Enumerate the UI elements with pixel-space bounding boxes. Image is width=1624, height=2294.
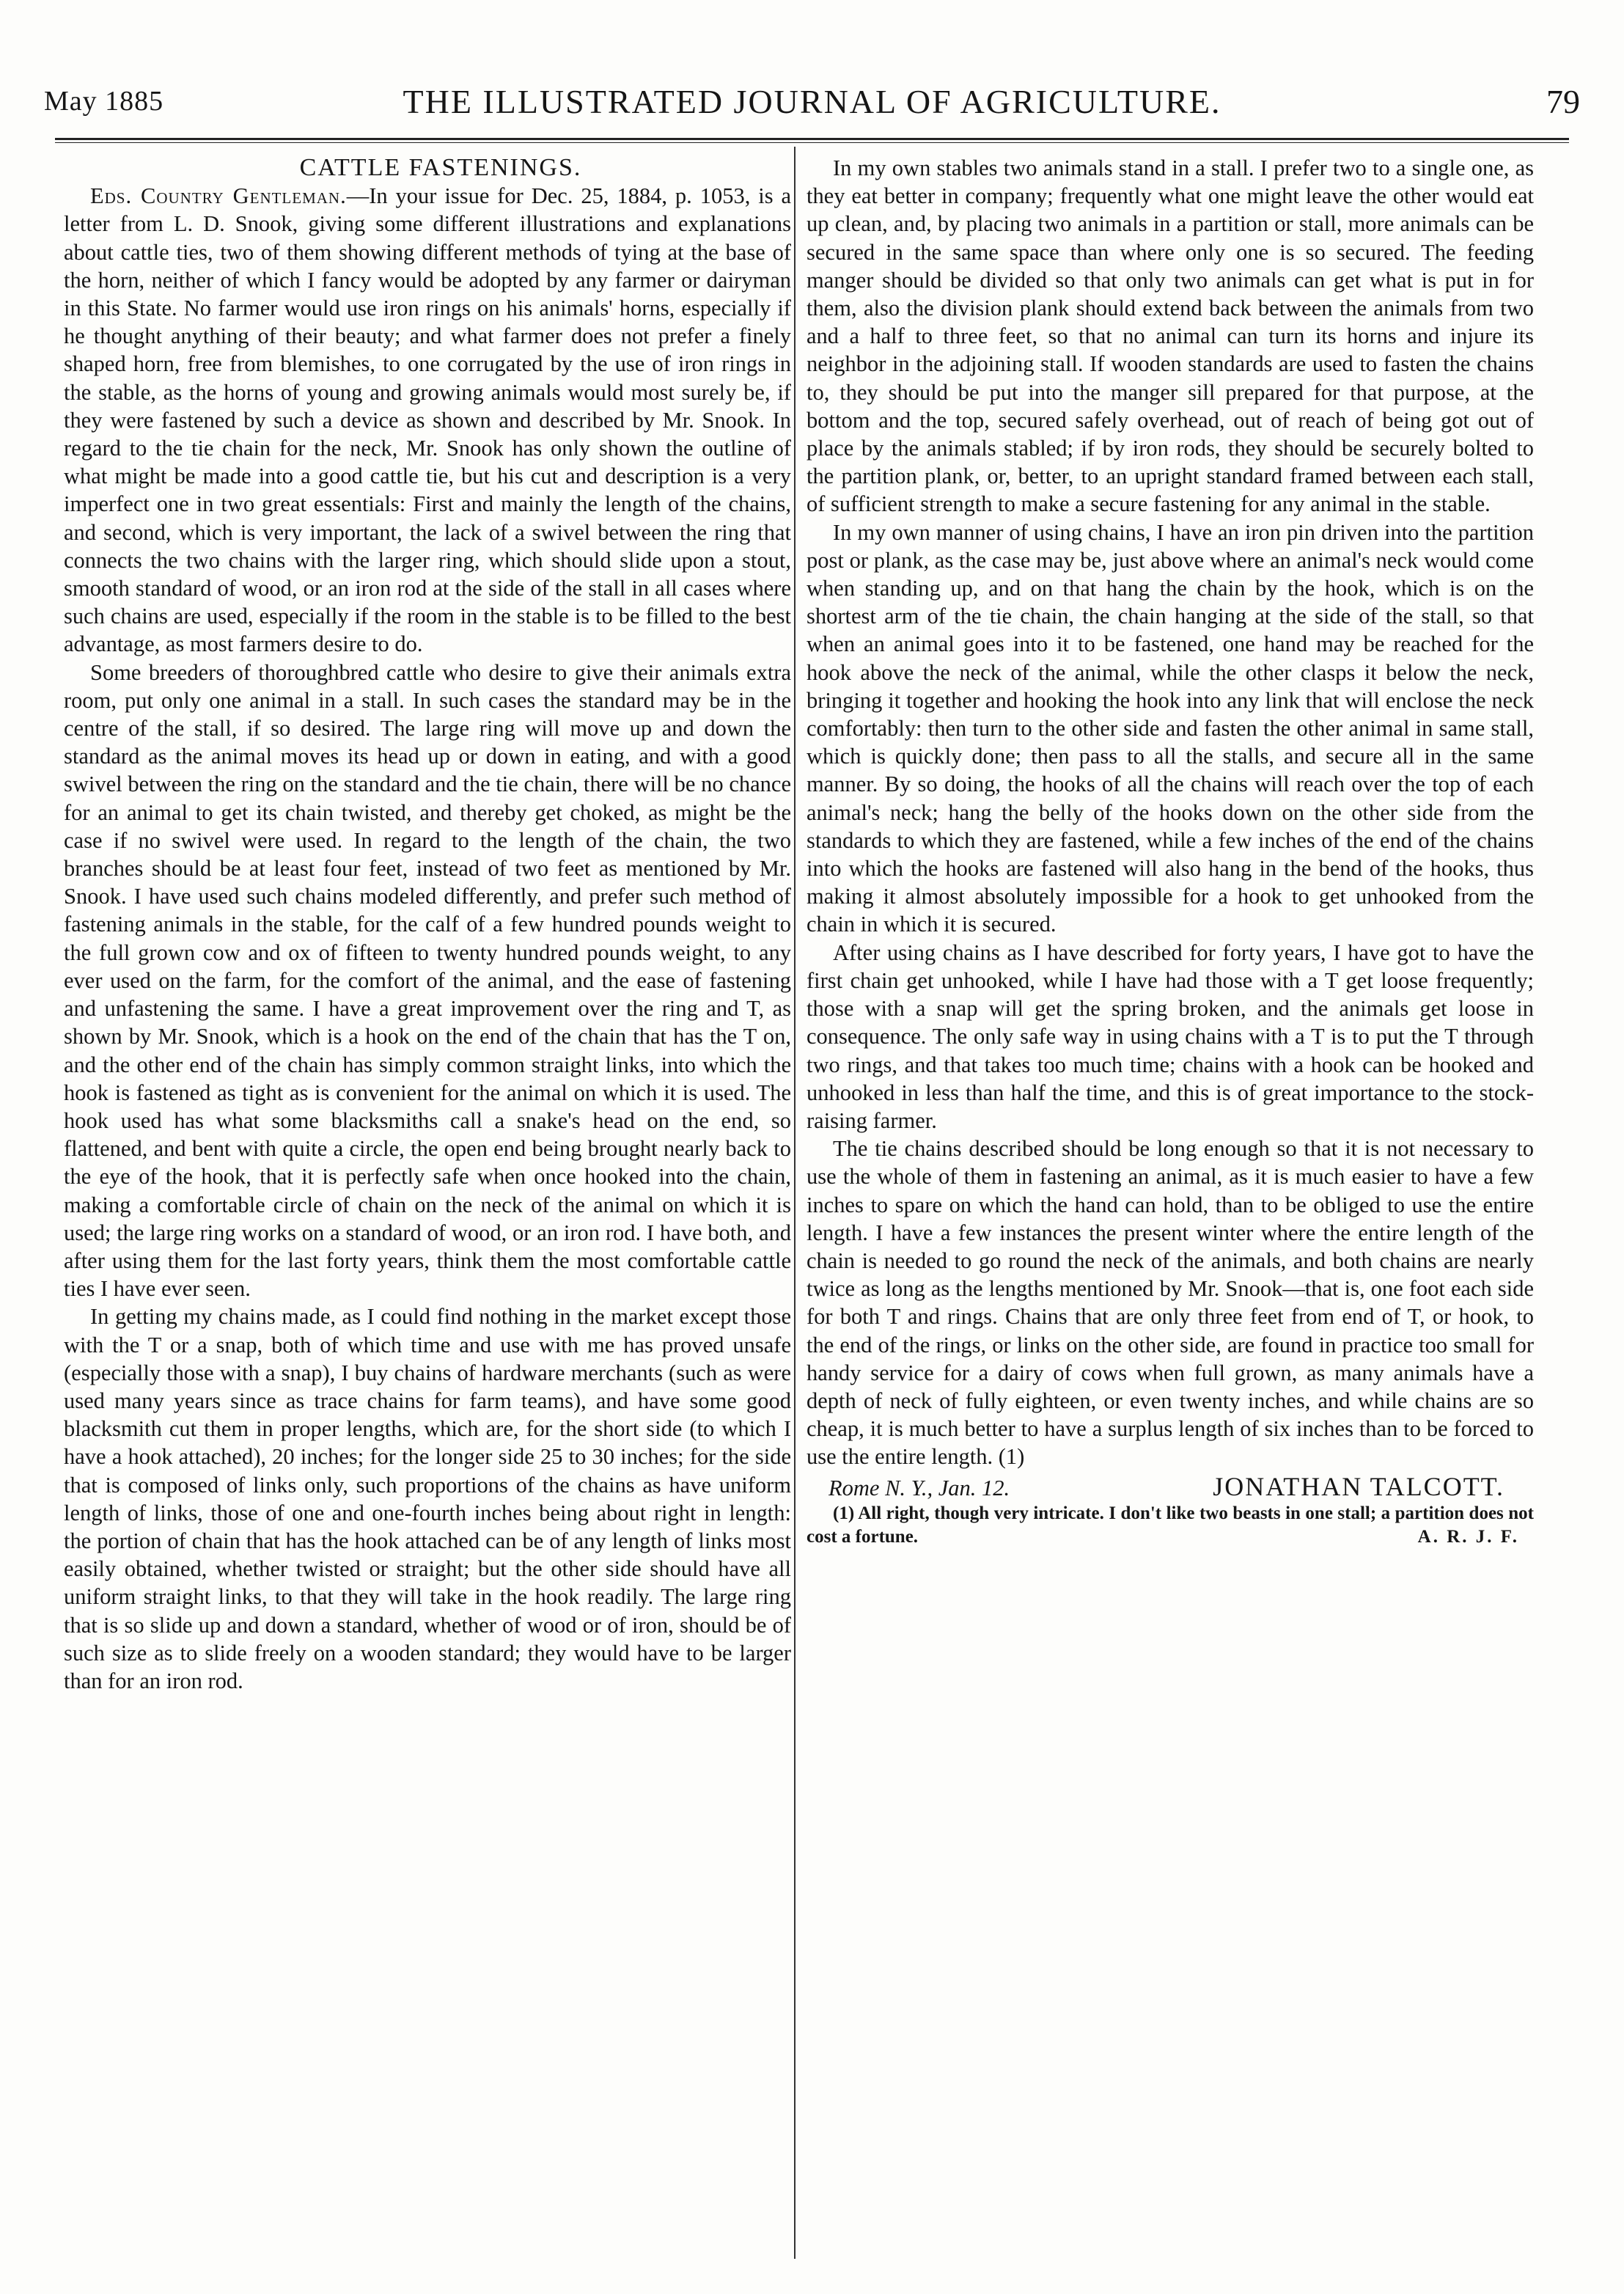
signature-author: JONATHAN TALCOTT. bbox=[1213, 1471, 1504, 1501]
column-left bbox=[64, 154, 791, 2259]
paragraph bbox=[64, 182, 791, 658]
paragraph: Some breeders of thoroughbred cattle who desire to give their animals extra room, put only one animal in a stall. In such cases the standard may be in the centre of the stall, if so desired. The large ring will move up and down the standard as the animal moves its head up or down in eating, and with a good swivel between the ring on the standard and the tie chain, there will be no chance for an animal to get its chain twisted, and thereby get choked, as might be the case if no swivel were used. In regard to the length of the chain, the two branches should be at least four feet, instead of two feet as mentioned by Mr. Snook. I have used such chains modeled differently, and prefer such method of fastening animals in the stable, for the calf of a few hundred pounds weight to the full grown cow and ox of fifteen to twenty hundred pounds weight, to any ever used on the farm, for the comfort of the animal, and the ease of fastening and unfastening the same. I have a great improvement over the ring and T, as shown by Mr. Snook, which is a hook on the end of the chain that has the T on, and the other end of the chain has simply common straight links, into which the hook is fastened as tight as is convenient for the animal on which it is used. The hook used has what some blacksmiths call a snake's head on the end, so flattened, and bent with quite a circle, the open end being brought nearly back to the eye of the hook, that it is perfectly safe when once hooked into the chain, making a comfortable circle of chain on the neck of the animal on which it is used; the large ring works on a standard of wood, or an iron rod. I have both, and after using them for the last forty years, think them the most comfortable cattle ties I have ever seen. bbox=[64, 659, 791, 1302]
article-title: CATTLE FASTENINGS. bbox=[299, 154, 582, 181]
footnote-initials: A. R. J. F. bbox=[1417, 1526, 1519, 1547]
journal-title: THE ILLUSTRATED JOURNAL OF AGRICULTURE. bbox=[403, 83, 1221, 120]
paragraph: After using chains as I have described for forty years, I have got to have the first chain get unhooked, while I have had those with a T get loose frequently; those with a snap will get the spring broken, and the animals get loose in consequence. The only safe way in using chains with a T is to put the T through two rings, and that takes too much time; chains with a hook can be hooked and unhooked in less than half the time, and this is of great importance to the stock-raising farmer. bbox=[807, 939, 1534, 1133]
issue-date: May 1885 bbox=[44, 86, 164, 117]
addressee: Eds. Country Gentleman. bbox=[90, 183, 347, 209]
signature-place-date: Rome N. Y., Jan. 12. bbox=[828, 1475, 1010, 1500]
paragraph: In getting my chains made, as I could find nothing in the market except those with the T or a snap, both of which time and use with me has proved unsafe (especially those with a snap), I buy chains of hardware merchants (such as were used many years since as trace chains for farm teams), and have some good blacksmith cut them in proper lengths, which are, for the short side (to which I have a hook attached), 20 inches; for the longer side 25 to 30 inches; for the side that is composed of links only, such proportions of the chains as have uniform length of links, those of one and one-fourth inches being about right in length: the portion of chain that has the hook attached can be of any length of links most easily obtained, whether twisted or straight; but the other side should have all uniform straight links, to that they will take in the hook readily. The large ring that is so slide up and down a standard, whether of wood or of iron, should be of such size as to slide freely on a wooden standard; they would have to be larger than for an iron rod. bbox=[64, 1304, 791, 1693]
footnote bbox=[807, 1502, 1534, 1549]
paragraph: In my own stables two animals stand in a stall. I prefer two to a single one, as they eat better in company; frequently what one might leave the other would eat up clean, and, by placing two animals in a partition or stall, more animals can be secured in the same space than where only one is so secured. The feeding manger should be divided so that only two animals can get what is put in for them, also the division plank should extend back between the animals from two and a half to three feet, so that no animal can turn its horns and injure its neighbor in the adjoining stall. If wooden standards are used to fasten the chains to, they should be put into the manger sill prepared for that purpose, at the bottom and the top, secured safely overhead, out of reach of being got out of place by the animals stabled; if by iron rods, they should be securely bolted to the partition plank, or, better, to an upright standard framed between each stall, of sufficient strength to make a secure fastening for any animal in the stable. bbox=[807, 155, 1534, 517]
footnote-text: (1) All right, though very intricate. I don't like two beasts in one stall; a partition does not cost a fortune. bbox=[807, 1503, 1534, 1547]
paragraph-text: —In your issue for Dec. 25, 1884, p. 1053, is a letter from L. D. Snook, giving some different illustrations and explanations about cattle ties, two of them showing different methods of tying at the base of the horn, neither of which I fancy would be adopted by any farmer or dairyman in this State. No farmer would use iron rings on his animals' horns, especially if he thought anything of their beauty; and what farmer does not prefer a finely shaped horn, free from blemishes, to one corrugated by the use of iron rings in the stable, as the horns of young and growing animals would most surely be, if they were fastened by such a device as shown and described by Mr. Snook. In regard to the tie chain for the neck, Mr. Snook has only shown the outline of what might be made into a good cattle tie, but his cut and description is a very imperfect one in two great essentials: First and mainly the length of the chains, and second, which is very important, the lack of a swivel between the ring that connects the two chains with the larger ring, which should slide upon a stout, smooth standard of wood, or an iron rod at the side of the stall in all cases where such chains are used, especially if the room in the stable is to be filled to the best advantage, as most farmers desire to do. bbox=[64, 183, 791, 657]
paragraph: The tie chains described should be long enough so that it is not necessary to use the whole of them in fastening an animal, as it is much easier to have a few inches to spare on which the hand can hold, than to be obliged to use the entire length. I have a few instances the present winter where the entire length of the chain is needed to go round the neck of the animals, and both chains are nearly twice as long as the lengths mentioned by Mr. Snook—that is, one foot each side for both T and rings. Chains that are only three feet from end of T, or hook, to the end of the rings, or links on the other side, are found in practice too small for handy service for a dairy of cows when full grown, as many animals have a depth of neck of fully eighteen, or even twenty inches, and while chains are so cheap, it is much better to have a surplus length of six inches than to be forced to use the entire length. (1) bbox=[807, 1136, 1534, 1470]
header-rule bbox=[55, 138, 1569, 143]
page-number: 79 bbox=[1546, 83, 1580, 120]
column-right bbox=[807, 154, 1534, 2259]
paragraph: In my own manner of using chains, I have an iron pin driven into the partition post or plank, as the case may be, just above where an animal's neck would come when standing up, and on that hang the chain by the hook, which is on the shortest arm of the tie chain, the chain hanging at the side of the stall, so that when an animal goes into it to be fastened, one hand may be reached for the hook above the neck of the animal, while the other clasps it below the neck, bringing it together and hooking the hook into any link that will enclose the neck comfortably: then turn to the other side and fasten the other animal in same stall, which is quickly done; then pass to all the stalls, and secure all in the same manner. By so doing, the hooks of all the chains will reach over the top of each animal's neck; hang the belly of the hooks down on the other side from the standards to which they are fastened, while a few inches of the end of the chains into which the hooks are fastened will also hang in the bend of the hooks, thus making it almost absolutely impossible for a hook to get unhooked from the chain in which it is secured. bbox=[807, 519, 1534, 937]
running-head bbox=[44, 82, 1580, 126]
column-divider bbox=[794, 147, 796, 2259]
signature-line bbox=[807, 1473, 1534, 1502]
